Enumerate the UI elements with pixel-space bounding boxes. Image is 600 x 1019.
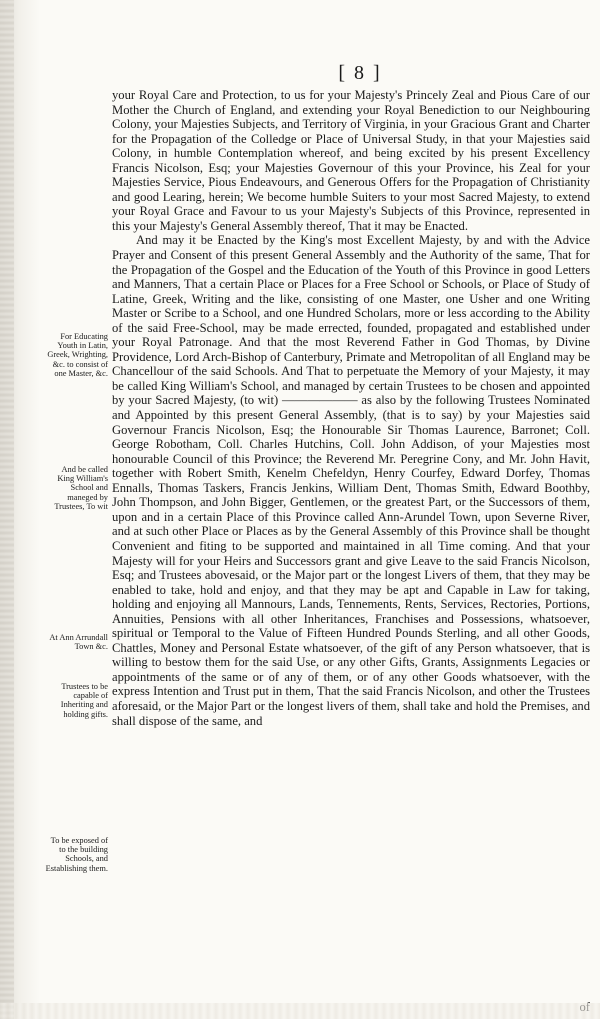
paragraph: your Royal Care and Protection, to us for your Majesty's Princely Zeal and Pious Care of our Mother the Church of England, and extending your Royal Benediction to our Neighbouring Colony, your Majesties Subjects, and Territory of Virginia, in your Gracious Grant and Charter for the Propagation of the Colledge or Place of Universal Study, in that your Majesties said Colony, in humble Contemplation whereof, and being excited by his present Excellency Francis Nicolson, Esq; your Majesties Governour of this your Province, his Zeal for your Majesties Service, Pious Endeavours, and Generous Offers for the Propagation of Christianity and good Learing, herein; We become humble Suiters to your most Sacred Majesty, to extend your Royal Grace and Favour to us your Majesty's Subjects of this Province, represented in this your Majesty's General Assembly thereof, That it may be Enacted. [112, 88, 590, 233]
margin-note-ann-arrundall: At Ann Arrundall Town &c. [49, 633, 108, 652]
margin-note-king-williams-school: And be called King William's School and maneged by Trustees, To wit [54, 465, 108, 511]
body-text [112, 88, 590, 728]
margin-note-educating: For Educating Youth in Latin, Greek, Wrighting, &c. to consist of one Master, &c. [47, 332, 108, 378]
page-bottom-edge [0, 1003, 600, 1019]
binding-gutter [0, 0, 14, 1019]
paragraph: And may it be Enacted by the King's most Excellent Majesty, by and with the Advice Prayer and Consent of this present General Assembly and the Authority of the same, That for the Propagation of the Gospel and the Education of the Youth of this Province in good Letters and Manners, That a certain Place or Places for a Free School or Schools, or Place of Study of Latine, Greek, Writing and the like, consisting of one Master, one Usher and one Writing Master or Scribe to a School, and one Hundred Scholars, more or less according to the Ability of the said Free-School, may be made errected, founded, propagated and established under your Royal Patronage. And that the most Reverend Father in God Thomas, by Divine Providence, Lord Arch-Bishop of Canterbury, Primate and Metropolitan of all England may be Chancellour of the said Schools. And That to perpetuate the Memory of your Majesty, it may be called King William's School, and managed by certain Trustees to be chosen and appointed by your Sacred Majesty, (to wit) —————— as also by the following Trustees Nominated and Appointed by this present General Assembly, (that is to say) by your Majesties said Governour Francis Nicolson, Esq; the Honourable Sir Thomas Laurence, Barronet; Coll. George Robotham, Coll. Charles Hutchins, Coll. John Addison, of your Majesties most honourable Council of this Province; the Reverend Mr. Peregrine Cony, and Mr. John Havit, together with Robert Smith, Kenelm Chefeldyn, Henry Courfey, Edward Dorfey, Thomas Ennalls, Thomas Taskers, Francis Jenkins, William Dent, Thomas Smith, Edward Boothby, John Thompson, and John Bigger, Gentlemen, or the greatest Part, or the Successors of them, upon and in a certain Place of this Province called Ann-Arundel Town, upon Severne River, and at such other Place or Places as by the General Assembly of this Province shall be thought Convenient and fiting to be supported and maintained in all Time coming. And that your Majesty will for your Heirs and Successors grant and give Leave to the said Francis Nicolson, Esq; and Trustees abovesaid, or the Major part or the longest Livers of them, that they may be enabled to take, hold and enjoy, and that they may be apt and Capable in Law for taking, holding and enjoying all Mannours, Lands, Tennements, Rents, Services, Rectories, Portions, Annuities, Pensions with all other Inheritances, Franchises and Possessions, whatsoever, spiritual or Temporal to the Value of Fifteen Hundred Pounds Sterling, and all other Goods, Chattles, Money and Personal Estate whatsoever, of the gift of any Person whatsoever, that is willing to bestow them for the said Use, or any other Gifts, Grants, Assignments Legacies or appointments of the same or of any of them, or of any other Goods whatsoever, with the express Intention and Trust put in them, That the said Francis Nicolson, and other the Trustees aforesaid, or the Major Part or the longest livers of them, shall take and hold the Premises, and shall dispose of the same, and [112, 233, 590, 728]
margin-note-building-schools: To be exposed of to the building Schools, and Establishing them. [45, 836, 108, 873]
margin-note-trustees-capable: Trustees to be capable of Inheriting and holding gifts. [60, 682, 108, 719]
page-number: [ 8 ] [338, 62, 382, 84]
